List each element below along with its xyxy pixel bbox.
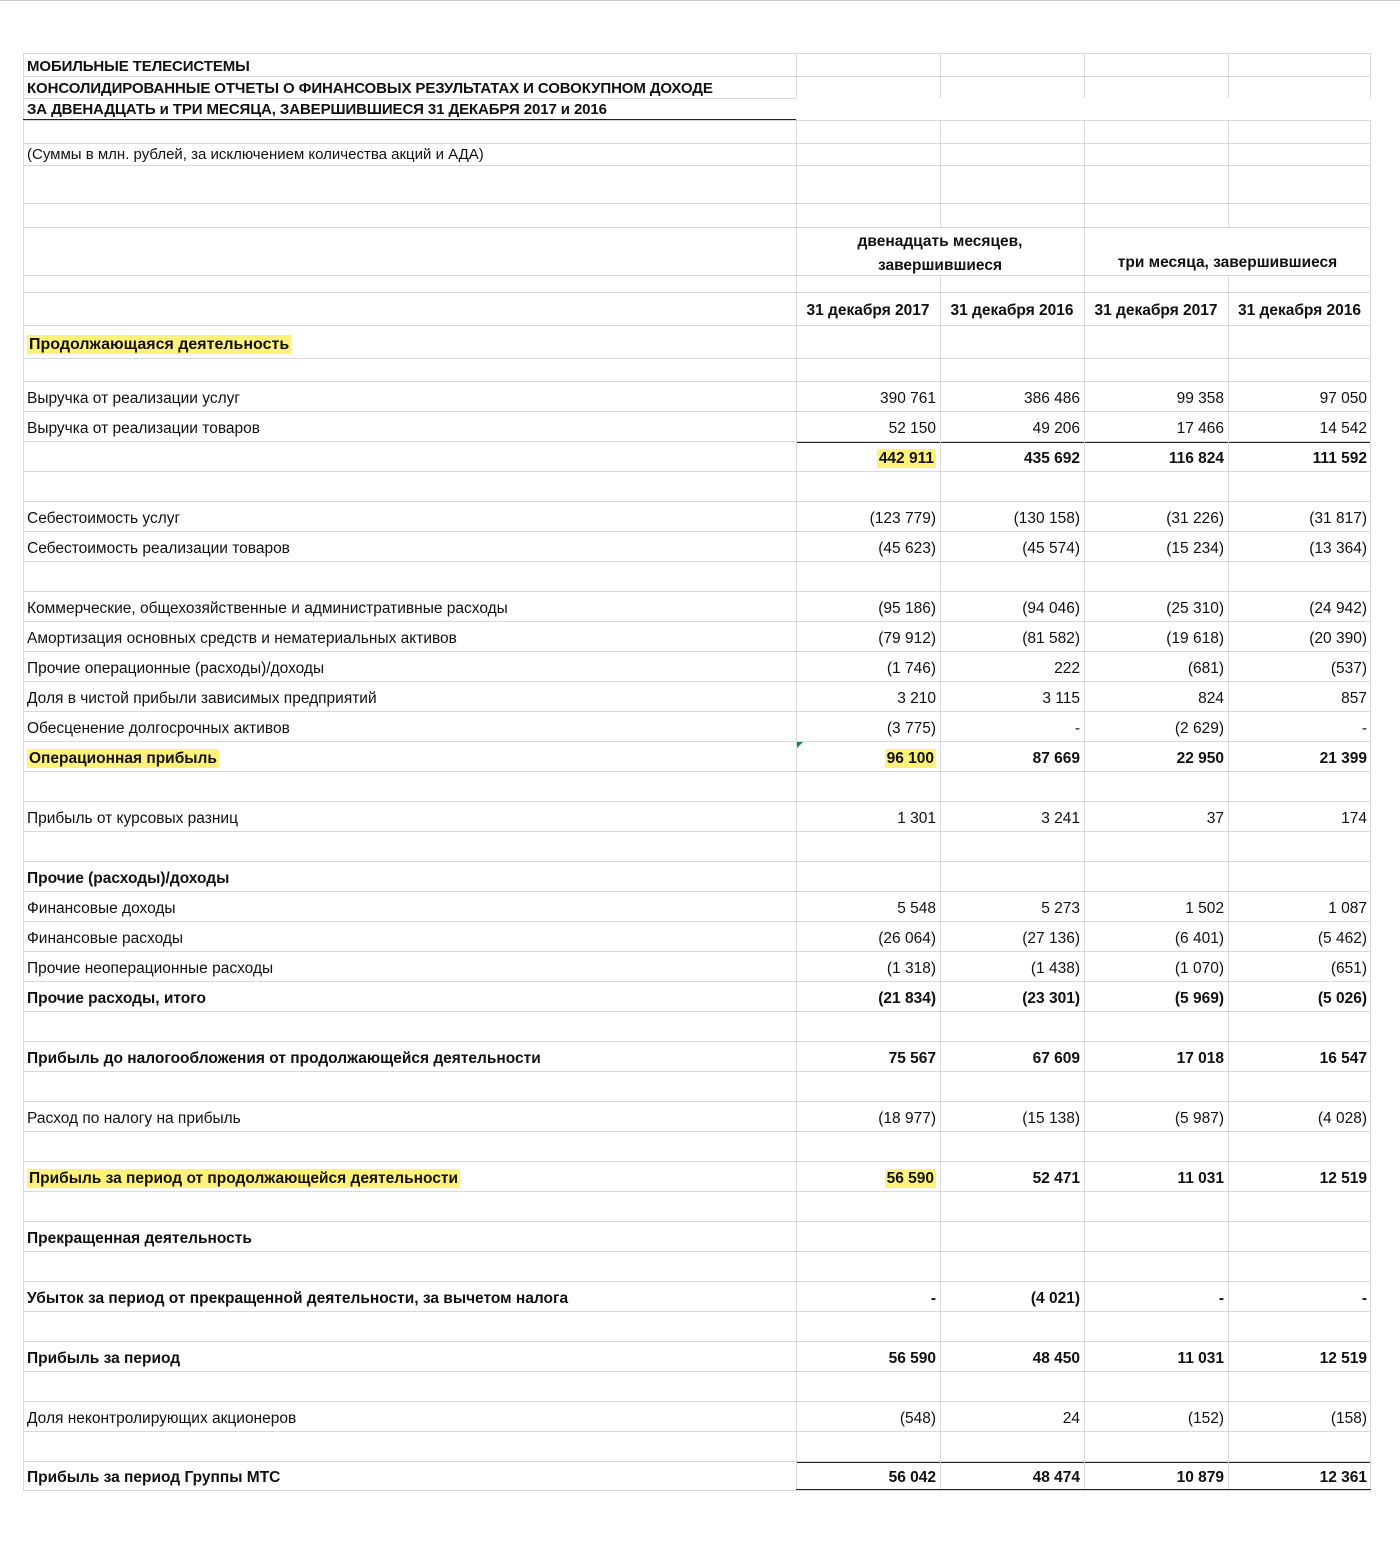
spacer-row — [23, 1251, 1371, 1281]
row-value: 12 361 — [1319, 1469, 1367, 1486]
title-row-period — [23, 98, 796, 120]
row-value: (123 779) — [869, 510, 936, 527]
row-label: Амортизация основных средств и нематериальных активов — [27, 630, 457, 647]
spacer-row — [23, 1071, 1371, 1101]
row-value: 67 609 — [1032, 1050, 1080, 1067]
row-label: Финансовые доходы — [27, 900, 176, 917]
row-value: - — [1361, 1290, 1367, 1307]
row-value: 11 031 — [1177, 1350, 1224, 1367]
table-row — [23, 651, 1371, 681]
row-value: 52 471 — [1032, 1170, 1080, 1187]
row-value: 21 399 — [1319, 750, 1367, 767]
table-row — [23, 681, 1371, 711]
table-row — [23, 801, 1371, 831]
section-row-continuing — [23, 325, 1371, 358]
row-value: (1 438) — [1030, 960, 1080, 977]
title-row-company — [23, 53, 1371, 76]
col-header-2: 31 декабря 2016 — [950, 302, 1074, 319]
row-value: (21 834) — [878, 990, 936, 1007]
row-value: 52 150 — [888, 420, 936, 437]
row-value: 10 879 — [1176, 1469, 1224, 1486]
row-label: Расход по налогу на прибыль — [27, 1110, 241, 1127]
row-value: 3 115 — [1042, 690, 1080, 707]
row-label: Операционная прибыль — [29, 750, 217, 767]
spacer-row — [23, 1191, 1371, 1221]
spacer-row — [23, 1131, 1371, 1161]
table-row — [23, 501, 1371, 531]
spacer-row — [23, 471, 1371, 501]
row-value: - — [1218, 1290, 1224, 1307]
row-value: (5 462) — [1317, 930, 1367, 947]
row-value: (24 942) — [1309, 600, 1367, 617]
row-label: Прибыль до налогообложения от продолжающейся деятельности — [27, 1050, 541, 1067]
row-label: Обесценение долгосрочных активов — [27, 720, 290, 737]
row-value: 386 486 — [1023, 390, 1080, 407]
row-value: (158) — [1330, 1410, 1367, 1427]
spacer-row — [23, 203, 1371, 227]
row-value: (25 310) — [1166, 600, 1224, 617]
row-value: 75 567 — [888, 1050, 936, 1067]
row-value: 56 590 — [886, 1170, 934, 1187]
row-label: Убыток за период от прекращенной деятельности, за вычетом налога — [27, 1290, 569, 1307]
table-row — [23, 951, 1371, 981]
row-value: 116 824 — [1168, 450, 1224, 467]
units-note: (Суммы в млн. рублей, за исключением количества акций и АДА) — [27, 146, 484, 163]
table-row — [23, 711, 1371, 741]
continuing-ops-heading: Продолжающаяся деятельность — [29, 336, 290, 353]
cell-comment-marker — [796, 742, 803, 749]
col-header-3: 31 декабря 2017 — [1094, 302, 1218, 319]
row-value: 824 — [1198, 690, 1224, 707]
row-value: 56 042 — [888, 1469, 936, 1486]
table-row — [23, 411, 1371, 441]
row-label: Прибыль за период Группы МТС — [27, 1469, 281, 1486]
table-row — [23, 1101, 1371, 1131]
row-value: (31 226) — [1166, 510, 1224, 527]
row-value: (4 021) — [1030, 1290, 1080, 1307]
report-title: КОНСОЛИДИРОВАННЫЕ ОТЧЕТЫ О ФИНАНСОВЫХ РЕЗУЛЬТАТАХ И СОВОКУПНОМ ДОХОДЕ — [27, 80, 713, 97]
row-value: 48 474 — [1032, 1469, 1080, 1486]
row-value: - — [930, 1290, 936, 1307]
row-value: (3 775) — [886, 720, 936, 737]
row-value: 12 519 — [1319, 1350, 1367, 1367]
row-value: 48 450 — [1032, 1350, 1080, 1367]
units-row — [23, 143, 1371, 165]
row-value: (15 138) — [1022, 1110, 1080, 1127]
row-value: (5 987) — [1174, 1110, 1224, 1127]
three-months-header: три месяца, завершившиеся — [1117, 254, 1338, 271]
row-value: (23 301) — [1022, 990, 1080, 1007]
row-value: (548) — [899, 1410, 936, 1427]
row-value: 17 018 — [1176, 1050, 1224, 1067]
row-value: (45 574) — [1022, 540, 1080, 557]
spacer-row — [23, 1311, 1371, 1341]
row-value: 222 — [1054, 660, 1080, 677]
double-underline — [796, 1489, 1371, 1490]
row-value: 3 241 — [1041, 810, 1080, 827]
table-row — [23, 1041, 1371, 1071]
row-label: Себестоимость услуг — [27, 510, 181, 527]
row-value: (95 186) — [878, 600, 936, 617]
row-value: (537) — [1330, 660, 1367, 677]
date-header-row — [23, 292, 1371, 325]
row-label: Прибыль за период — [27, 1350, 181, 1367]
row-value: (81 582) — [1022, 630, 1080, 647]
section-row — [23, 861, 1371, 891]
row-value: (79 912) — [878, 630, 936, 647]
row-value: 17 466 — [1176, 420, 1224, 437]
top-border-line — [0, 0, 1400, 1]
table-row — [23, 741, 1371, 771]
section-heading: Прочие (расходы)/доходы — [27, 870, 230, 887]
row-value: 97 050 — [1319, 390, 1367, 407]
row-value: (1 746) — [886, 660, 936, 677]
twelve-months-header: двенадцать месяцев, завершившиеся — [857, 233, 1023, 274]
row-value: - — [1074, 720, 1080, 737]
row-value: (5 026) — [1317, 990, 1367, 1007]
table-row — [23, 1461, 1371, 1491]
row-value: 96 100 — [886, 750, 934, 767]
row-value: (15 234) — [1166, 540, 1224, 557]
row-value: 5 273 — [1041, 900, 1080, 917]
row-value: 5 548 — [897, 900, 936, 917]
row-label: Коммерческие, общехозяйственные и административные расходы — [27, 600, 508, 617]
row-value: 87 669 — [1032, 750, 1080, 767]
row-label: Финансовые расходы — [27, 930, 184, 947]
row-value: 16 547 — [1319, 1050, 1367, 1067]
table-row — [23, 891, 1371, 921]
row-label: Прибыль за период от продолжающейся деятельности — [29, 1170, 458, 1187]
row-label: Выручка от реализации товаров — [27, 420, 260, 437]
spreadsheet — [23, 53, 1371, 1491]
row-label: Прочие неоперационные расходы — [27, 960, 274, 977]
spacer-row — [23, 831, 1371, 861]
table-row — [23, 1161, 1371, 1191]
table-row — [23, 381, 1371, 411]
row-value: - — [1361, 720, 1367, 737]
row-value: (26 064) — [878, 930, 936, 947]
row-value: (130 158) — [1013, 510, 1080, 527]
section-heading: Прекращенная деятельность — [27, 1230, 252, 1247]
row-value: 56 590 — [888, 1350, 936, 1367]
table-row — [23, 531, 1371, 561]
period-title: ЗА ДВЕНАДЦАТЬ и ТРИ МЕСЯЦА, ЗАВЕРШИВШИЕСЯ 31 ДЕКАБРЯ 2017 и 2016 — [27, 101, 607, 118]
row-value: (20 390) — [1309, 630, 1367, 647]
row-value: (4 028) — [1317, 1110, 1367, 1127]
company-name: МОБИЛЬНЫЕ ТЕЛЕСИСТЕМЫ — [27, 58, 250, 75]
table-row — [23, 1281, 1371, 1311]
table-row — [23, 1341, 1371, 1371]
table-row — [23, 981, 1371, 1011]
row-value: 1 502 — [1185, 900, 1224, 917]
row-value: 22 950 — [1176, 750, 1224, 767]
spacer-row — [23, 561, 1371, 591]
row-value: (1 070) — [1174, 960, 1224, 977]
row-value: 857 — [1341, 690, 1367, 707]
spacer-row — [23, 165, 1371, 203]
table-row — [23, 591, 1371, 621]
row-value: (152) — [1187, 1410, 1224, 1427]
row-value: 435 692 — [1023, 450, 1080, 467]
row-value: (681) — [1187, 660, 1224, 677]
table-row — [23, 921, 1371, 951]
row-value: 24 — [1062, 1410, 1080, 1427]
row-value: 37 — [1206, 810, 1224, 827]
row-value: 174 — [1341, 810, 1367, 827]
spacer-row — [23, 1011, 1371, 1041]
spacer-row — [23, 358, 1371, 381]
row-label: Себестоимость реализации товаров — [27, 540, 290, 557]
row-value: (1 318) — [886, 960, 936, 977]
row-value: (2 629) — [1174, 720, 1224, 737]
row-value: (94 046) — [1022, 600, 1080, 617]
spacer-row — [23, 1371, 1371, 1401]
col-header-1: 31 декабря 2017 — [806, 302, 930, 319]
row-value: (13 364) — [1309, 540, 1367, 557]
row-label: Выручка от реализации услуг — [27, 390, 241, 407]
row-value: (651) — [1330, 960, 1367, 977]
row-value: (31 817) — [1309, 510, 1367, 527]
row-label: Доля в чистой прибыли зависимых предприятий — [27, 690, 377, 707]
row-label: Прочие операционные (расходы)/доходы — [27, 660, 325, 677]
period-header-row — [23, 227, 1371, 275]
row-value: 49 206 — [1032, 420, 1080, 437]
col-header-4: 31 декабря 2016 — [1237, 302, 1362, 319]
row-value: 442 911 — [878, 450, 934, 467]
table-row — [23, 441, 1371, 471]
row-value: (45 623) — [878, 540, 936, 557]
spacer-row — [23, 120, 1371, 143]
row-value: 11 031 — [1177, 1170, 1224, 1187]
row-value: (6 401) — [1174, 930, 1224, 947]
row-value: 3 210 — [897, 690, 936, 707]
spacer-row — [23, 771, 1371, 801]
row-value: 14 542 — [1319, 420, 1367, 437]
row-value: 1 301 — [897, 810, 936, 827]
row-label: Прибыль от курсовых разниц — [27, 810, 238, 827]
row-value: 390 761 — [879, 390, 936, 407]
row-value: (5 969) — [1174, 990, 1224, 1007]
row-label: Прочие расходы, итого — [27, 990, 206, 1007]
row-value: 12 519 — [1319, 1170, 1367, 1187]
row-value: 1 087 — [1328, 900, 1367, 917]
section-row — [23, 1221, 1371, 1251]
table-row — [23, 621, 1371, 651]
spacer-row — [23, 275, 1371, 292]
row-value: 111 592 — [1312, 450, 1367, 467]
row-value: (18 977) — [878, 1110, 936, 1127]
row-label: Доля неконтролирующих акционеров — [27, 1410, 297, 1427]
title-row-report — [23, 76, 1371, 98]
spacer-row — [23, 1431, 1371, 1461]
row-value: (27 136) — [1022, 930, 1080, 947]
row-value: 99 358 — [1176, 390, 1224, 407]
table-row — [23, 1401, 1371, 1431]
row-value: (19 618) — [1166, 630, 1224, 647]
